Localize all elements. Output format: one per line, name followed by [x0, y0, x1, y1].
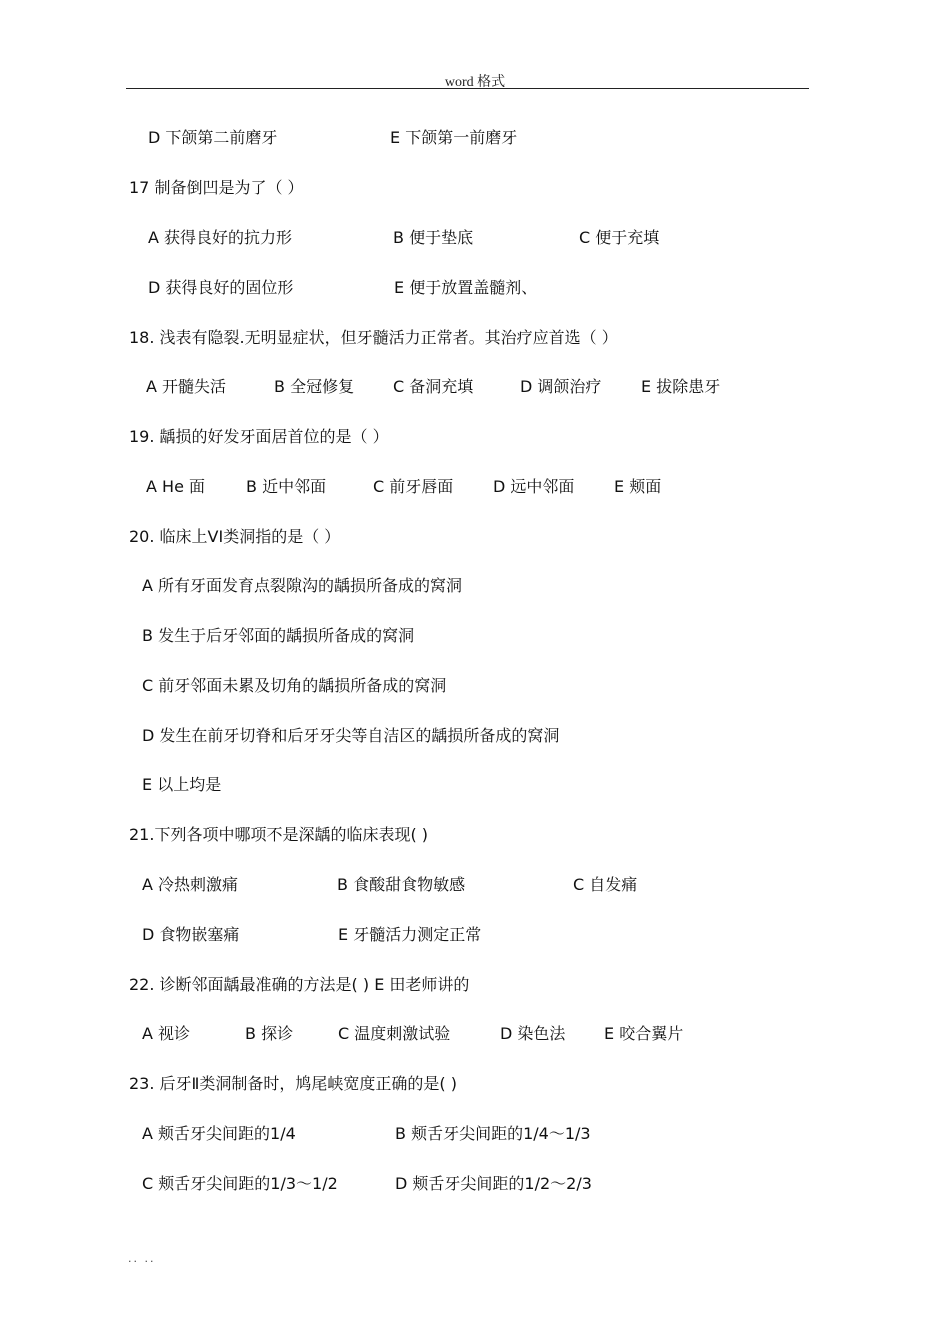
- q18-option-a: A 开髓失活: [146, 377, 227, 396]
- q23-stem: 23. 后牙Ⅱ类洞制备时，鸠尾峡宽度正确的是( ): [129, 1074, 457, 1093]
- q19-stem: 19. 龋损的好发牙面居首位的是（ ）: [129, 427, 389, 446]
- q20-option-b: B 发生于后牙邻面的龋损所备成的窝洞: [142, 626, 415, 645]
- page-header-title: word 格式: [444, 75, 506, 90]
- q16-option-d: D 下颌第二前磨牙: [148, 128, 278, 147]
- q22-option-b: B 探诊: [245, 1024, 294, 1043]
- q23-option-a: A 颊舌牙尖间距的1/4: [142, 1124, 296, 1143]
- q23-option-b: B 颊舌牙尖间距的1/4～1/3: [395, 1124, 591, 1143]
- q21-option-a: A 冷热刺激痛: [142, 875, 239, 894]
- q22-option-a: A 视诊: [142, 1024, 191, 1043]
- q21-option-c: C 自发痛: [573, 875, 638, 894]
- q18-option-b: B 全冠修复: [274, 377, 355, 396]
- q22-stem: 22. 诊断邻面龋最准确的方法是( ) E 田老师讲的: [129, 975, 470, 994]
- page-footer-mark: .. ..: [128, 1252, 156, 1265]
- q18-stem: 18. 浅表有隐裂.无明显症状，但牙髓活力正常者。其治疗应首选（ ）: [129, 328, 618, 347]
- q17-option-c: C 便于充填: [579, 228, 660, 247]
- q19-option-d: D 远中邻面: [493, 477, 575, 496]
- q16-option-e: E 下颌第一前磨牙: [390, 128, 518, 147]
- q17-option-b: B 便于垫底: [393, 228, 474, 247]
- q20-option-a: A 所有牙面发育点裂隙沟的龋损所备成的窝洞: [142, 576, 463, 595]
- q19-option-a: A He 面: [146, 477, 205, 496]
- q17-option-e: E 便于放置盖髓剂、: [394, 278, 538, 297]
- q23-option-d: D 颊舌牙尖间距的1/2～2/3: [395, 1174, 592, 1193]
- q17-stem: 17 制备倒凹是为了（ ）: [129, 178, 304, 197]
- q21-option-d: D 食物嵌塞痛: [142, 925, 240, 944]
- q18-option-c: C 备洞充填: [393, 377, 474, 396]
- q19-option-e: E 颊面: [614, 477, 662, 496]
- q18-option-e: E 拔除患牙: [641, 377, 721, 396]
- q22-option-e: E 咬合翼片: [604, 1024, 684, 1043]
- q23-option-c: C 颊舌牙尖间距的1/3～1/2: [142, 1174, 338, 1193]
- q20-option-e: E 以上均是: [142, 775, 222, 794]
- q20-option-d: D 发生在前牙切脊和后牙牙尖等自洁区的龋损所备成的窝洞: [142, 726, 560, 745]
- q19-option-c: C 前牙唇面: [373, 477, 454, 496]
- q22-option-d: D 染色法: [500, 1024, 566, 1043]
- q21-option-e: E 牙髓活力测定正常: [338, 925, 482, 944]
- q22-option-c: C 温度刺激试验: [338, 1024, 451, 1043]
- q21-stem: 21.下列各项中哪项不是深龋的临床表现( ): [129, 825, 429, 844]
- q18-option-d: D 调颌治疗: [520, 377, 602, 396]
- q20-option-c: C 前牙邻面未累及切角的龋损所备成的窝洞: [142, 676, 447, 695]
- q17-option-a: A 获得良好的抗力形: [148, 228, 293, 247]
- q19-option-b: B 近中邻面: [246, 477, 327, 496]
- q20-stem: 20. 临床上VI类洞指的是（ ）: [129, 527, 341, 546]
- q21-option-b: B 食酸甜食物敏感: [337, 875, 466, 894]
- q17-option-d: D 获得良好的固位形: [148, 278, 294, 297]
- header-divider: [126, 88, 809, 89]
